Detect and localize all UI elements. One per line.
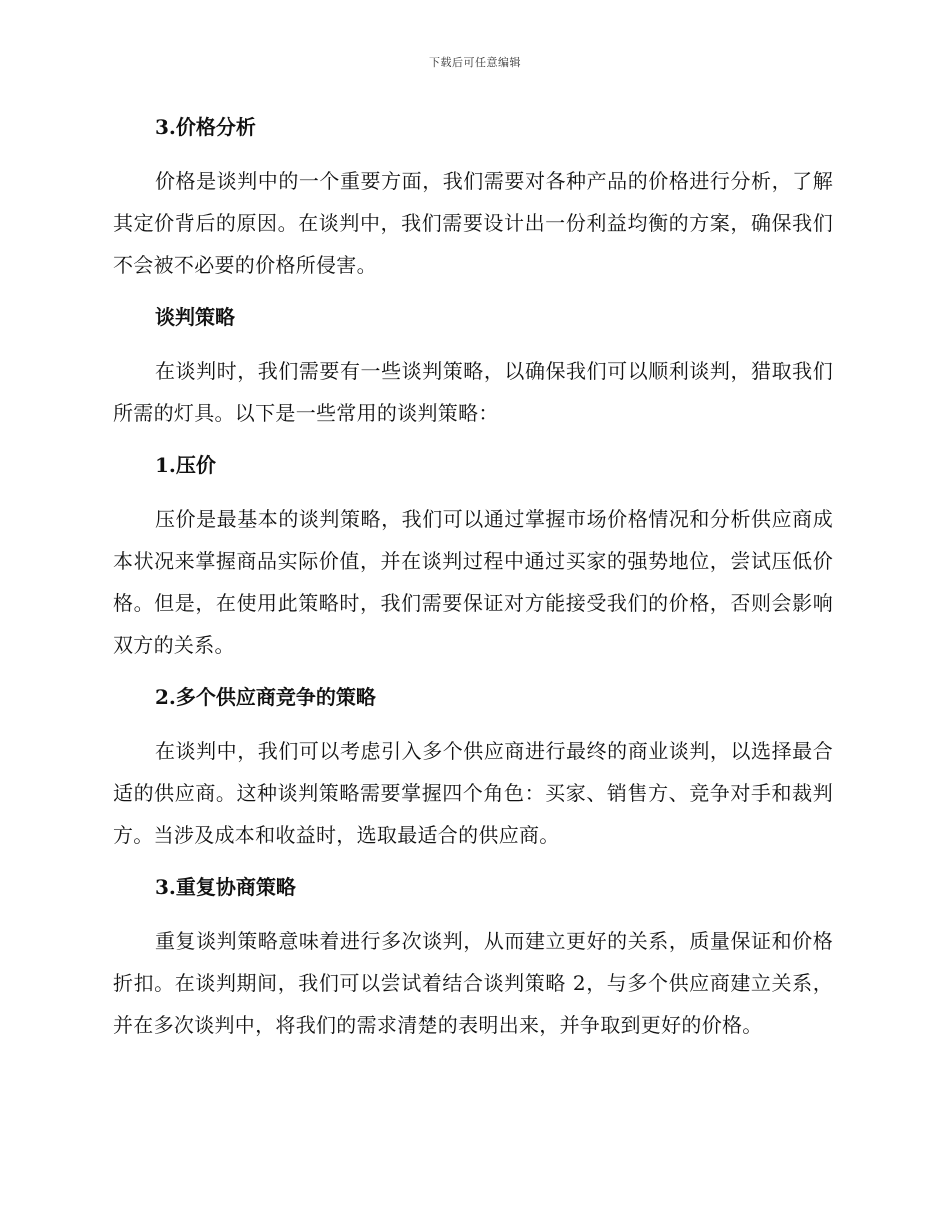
paragraph-price-analysis: 价格是谈判中的一个重要方面，我们需要对各种产品的价格进行分析，了解其定价背后的原因。在谈判中，我们需要设计出一份利益均衡的方案，确保我们不会被不必要的价格所侵害。 [113, 169, 833, 277]
section-heading-repeated-negotiation: 3.重复协商策略 [155, 875, 296, 899]
document-body [113, 108, 833, 1058]
paragraph-negotiation-strategy: 在谈判时，我们需要有一些谈判策略，以确保我们可以顺利谈判，猎取我们所需的灯具。以下是一些常用的谈判策略： [113, 359, 833, 425]
section-heading-price-analysis: 3.价格分析 [155, 115, 256, 139]
section-heading-price-pressure: 1.压价 [155, 453, 216, 477]
paragraph-repeated-negotiation: 重复谈判策略意味着进行多次谈判，从而建立更好的关系，质量保证和价格折扣。在谈判期间，我们可以尝试着结合谈判策略 2，与多个供应商建立关系，并在多次谈判中，将我们的需求清楚的表明出来，并争取到更好的价格。 [113, 929, 833, 1037]
section-heading-multi-supplier: 2.多个供应商竞争的策略 [155, 685, 376, 709]
paragraph-multi-supplier: 在谈判中，我们可以考虑引入多个供应商进行最终的商业谈判，以选择最合适的供应商。这种谈判策略需要掌握四个角色：买家、销售方、竞争对手和裁判方。当涉及成本和收益时，选取最适合的供应商。 [113, 739, 833, 847]
paragraph-price-pressure: 压价是最基本的谈判策略，我们可以通过掌握市场价格情况和分析供应商成本状况来掌握商品实际价值，并在谈判过程中通过买家的强势地位，尝试压低价格。但是，在使用此策略时，我们需要保证对方能接受我们的价格，否则会影响双方的关系。 [113, 507, 833, 657]
page-header: 下载后可任意编辑 [429, 56, 521, 69]
section-heading-negotiation-strategy: 谈判策略 [155, 305, 235, 329]
